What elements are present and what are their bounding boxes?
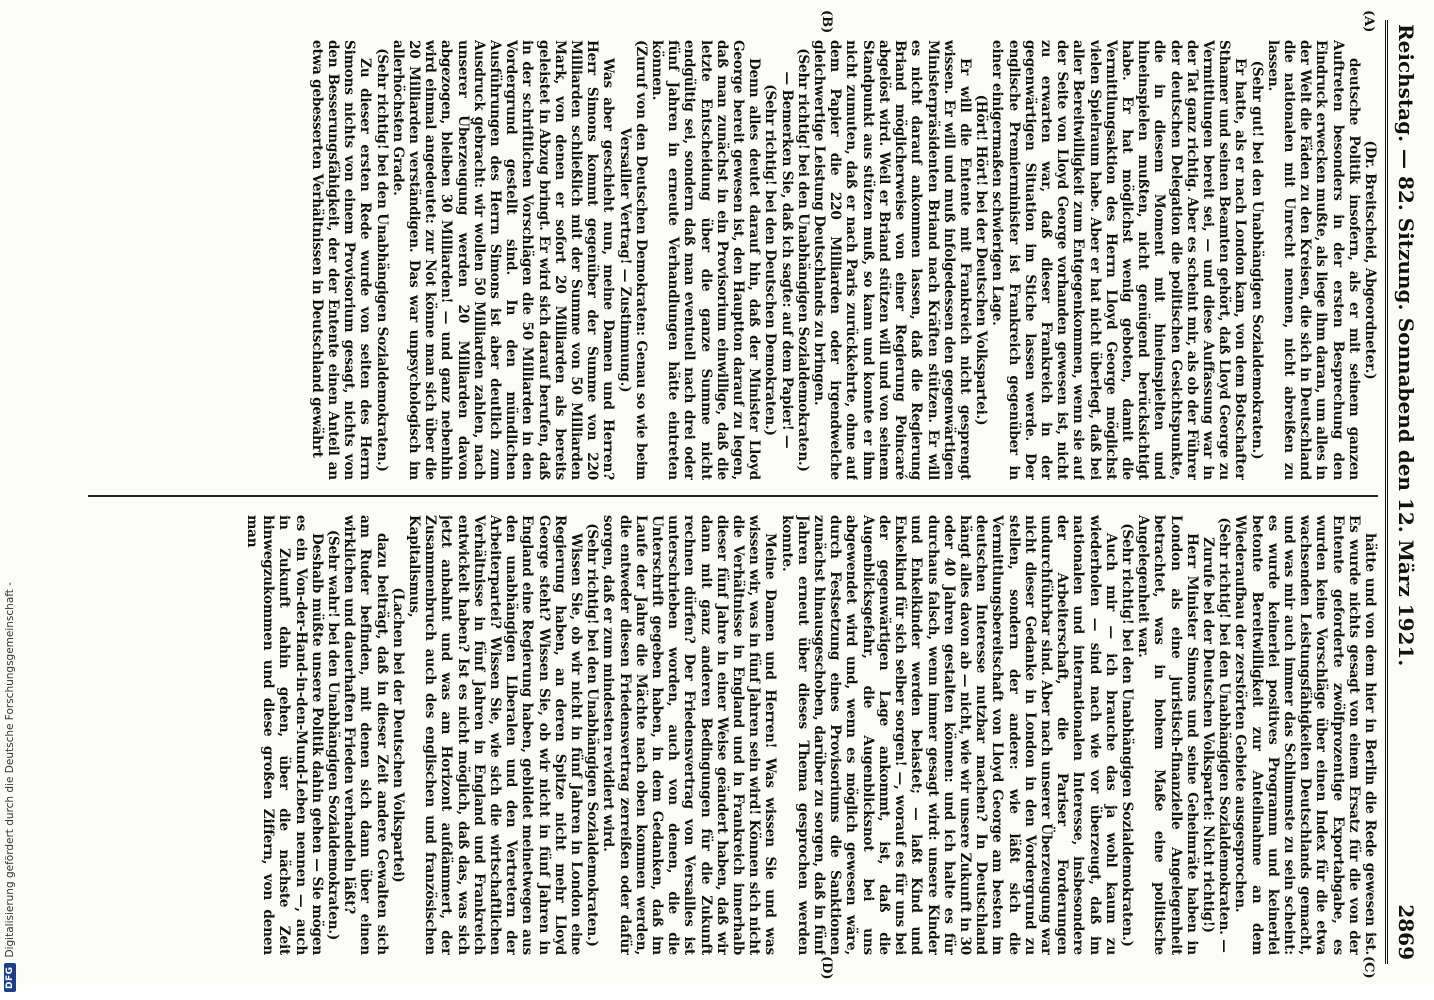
paragraph: (Sehr richtig! bei den Unabhängigen Sozialdemokraten.) (1118, 523, 1135, 947)
margin-letter-a: (A) (1361, 10, 1376, 33)
paragraph: Herr Minister Simons und seine Geheimräte haben in London als eine juristisch-finanzielle Angelegenheit betrachtet, was in hohem Maße eine politische Angelegenheit war. (1135, 515, 1200, 955)
paragraph: (Sehr richtig! bei den Unabhängigen Sozialdemokraten.) (584, 523, 601, 947)
paragraph: (Sehr gut! bei den Unabhängigen Sozialdemokraten.) (1248, 60, 1265, 460)
paragraph: hätte und von dem hier in Berlin die Rede gewesen ist. Es wurde nichts gesagt von einem Ersatz für die von der Entente geforderte zwölfprozentige Exportabgabe, es wurden keine Vorschläge über einen Index für die etwa wachsenden Leistungsfähigkeiten Deutschlands gemacht, und was mir auch immer das Schlimmste zu sein scheint: es wurde keinerlei positives Programm und keinerlei betonte Bereitwilligkeit zur Anteilnahme an dem Wiederaufbau der zerstörten Gebiete ausgesprochen. (1232, 515, 1378, 955)
paragraph: (Sehr wahr! bei den Unabhängigen Sozialdemokraten.) (325, 529, 341, 941)
paragraph: deutsche Politik insofern, als er mit seinem ganzen Auftreten besonders in der ersten Besprechung den Eindruck erwecken mußte, als liege ihm daran, um alles in der Welt die Fäden zu den Kreisen, die sich in Deutschland die nationalen mit Unrecht nennen, nicht abreißen zu lassen. (1264, 40, 1362, 480)
paragraph: Deshalb müßte unsere Politik dahin gehen — Sie mögen es ein Von-der-Hand-in-den-Mund-Leben nennen —, auch in Zukunft dahin gehen, über die nächste Zeit hinwegzukommen und diese großen Ziffern, von denen man (243, 515, 325, 955)
text-column-right (88, 515, 1378, 955)
paragraph: Er hatte, als er nach London kam, von dem Botschafter Sthamer und seinen Beamten gehört, daß Lloyd George zu Vermittlungen bereit sei, — und diese Auffassung war in der Tat ganz richtig. Aber es scheint mir, als ob der Führer der deutschen Delegation die politischen Gesichtspunkte, die in diesem Moment mit hineinspielten und hineinspielen mußten, nicht genügend berücksichtigt habe. Er hat möglichst wenig geboten, damit die Vermittlungsaktion des Herrn Lloyd George möglichst vielen Spielraum habe. Aber er hat nicht überlegt, daß bei aller Bereitwilligkeit zum Entgegenkommen, wenn sie auf der Seite von Lloyd George vorhanden gewesen ist, nicht zu erwarten war, daß dieser Frankreich in der gegenwärtigen Situation im Stiche lassen werde. Der englische Premierminister ist Frankreich gegenüber in einer einigermaßen schwierigen Lage. (989, 40, 1249, 480)
header-left: Reichstag. — 82. Sitzung. (1394, 24, 1418, 311)
paragraph: Meine Damen und Herren! Was wissen Sie und was wissen wir, was in fünf Jahren sein wird! Können sich nicht die Verhältnisse in England und in Frankreich innerhalb dieser fünf Jahre in einer Weise geändert haben, daß wir dann mit ganz anderen Bedingungen für die Zukunft rechnen dürfen? Der Friedensvertrag von Versailles ist unterschrieben worden, auch von denen, die die Unterschrift gegeben haben, in dem Gedanken, daß im Laufe der Jahre die Mächte nach oben kommen werden, die entweder diesen Friedensvertrag zerreißen oder dafür sorgen, daß er zum mindesten revidiert wird. (600, 515, 779, 955)
paragraph: Wissen Sie, ob wir nicht in fünf Jahren in London eine Regierung haben, an deren Spitze nicht mehr Lloyd George steht? Wissen Sie, ob wir nicht in fünf Jahren in England eine Regierung haben, gebildet meinetwegen aus den unabhängigen Liberalen und den Vertretern der Arbeiterpartei? Wissen Sie, wie sich die wirtschaftlichen Verhältnisse in fünf Jahren in England und Frankreich entwickelt haben? Ist es nicht möglich, daß das, was sich jetzt anbahnt und was am Horizont aufdämmert, der Zusammenbruch auch des englischen und französischen Kapitalismus, (406, 515, 585, 955)
paragraph: (Sehr richtig! bei den Unabhängigen Sozialdemokraten.) — Bemerken Sie, daß ich sagte: auf dem Papier! — (778, 48, 811, 472)
paragraph: (Sehr richtig! bei den Deutschen Demokraten.) (762, 84, 779, 436)
paragraph: Auch mir — ich brauche das ja wohl kaum zu wiederholen — sind nach wie vor überzeugt, daß im nationalen und internationalen Interesse, insbesondere der Arbeiterschaft, die Pariser Forderungen undurchführbar sind. Aber nach unserer Überzeugung war nicht dieser Gedanke in London in den Vordergrund zu stellen, sondern der andere: wie läßt sich die Vermittlungsbereitschaft von Lloyd George am besten im deutschen Interesse nutzbar machen? In Deutschland hängt alles davon ab — nicht, wie wir unsere Zukunft in 30 oder 40 Jahren gestalten können: und ich halte es für durchaus falsch, wenn immer gesagt wird: unsere Kinder und Enkelkinder werden belastet; — laßt Kind und Enkelkind für sich selber sorgen! —, worauf es für uns bei der gegenwärtigen Lage ankommt, ist, daß die Augenblicksgefahr, die Augenblicksnot bei uns abgewendet wird und, wenn es möglich gewesen wäre, durch Festsetzung eines Provisoriums die Sanktionen zunächst hinausgeschoben, darüber zu sorgen, daß in fünf Jahren erneut über dieses Thema gesprochen werden konnte. (778, 515, 1119, 955)
digitization-footer (2, 2, 18, 992)
paragraph: dazu beiträgt, daß in dieser Zeit andere Gewalten sich am Ruder befinden, mit denen sich dann über einen wirklichen und dauerhaften Frieden verhandeln läßt? (341, 515, 390, 955)
header-date: Sonnabend den 12. März 1921. (1394, 317, 1418, 667)
paragraph: (Dr. Breitscheid, Abgeordneter.) (1362, 140, 1378, 380)
paragraph: Zu dieser ersten Rede wurde von seiten des Herrn Simons nichts von einem Provisorium gesagt, nichts von den Besserungsfähigkeit, der der Entente einen Anteil an etwa gebesserten Verhältnissen in Deutschland gewährt (308, 40, 374, 480)
paragraph: (Lachen bei der Deutschen Volkspartei) (389, 587, 406, 883)
column-divider (88, 495, 1378, 497)
paragraph: Was aber geschieht nun, meine Damen und Herren? Herr Simons kommt gegenüber der Summe von 220 Milliarden schließlich mit der Summe von 50 Milliarden Mark, von denen er sofort 20 Milliarden als bereits geleistet in Abzug bringt. Er wird sich darauf berufen, daß in der schriftlichen Vorschlägen die 50 Milliarden in den Vordergrund gestellt sind. In den mündlichen Ausführungen des Herrn Simons ist aber deutlich zum Ausdruck gebracht: wir wollen 50 Milliarden zahlen, nach unserer Überzeugung werden 20 Milliarden davon abgezogen, bleiben 30 Milliarden! — und ganz nebenhin wird einmal angedeutet: zur Not könne man sich über die 20 Milliarden verständigen. Das war unpsychologisch im allerhöchsten Grade. (389, 40, 617, 480)
paragraph: (Hört! Hört! bei der Deutschen Volkspartei.) (973, 94, 990, 426)
paragraph: (Sehr richtig! bei den Unabhängigen Sozialdemokraten. — Zurufe bei der Deutschen Volkspartei: Nicht richtig!) (1199, 517, 1233, 953)
margin-letter-b: (B) (819, 10, 834, 34)
page-header (1385, 20, 1422, 964)
text-column-left (88, 40, 1378, 480)
margin-letter-d: (D) (819, 956, 834, 980)
footer-text: Digitalisierung gefördert durch die Deutsche Forschungsgemeinschaft - (4, 581, 16, 958)
margin-letter-c: (C) (1361, 956, 1376, 979)
paragraph: (Sehr richtig! bei den Unabhängigen Sozialdemokraten.) (373, 48, 390, 472)
paragraph: Denn alles deutet darauf hin, daß der Minister Lloyd George bereit gewesen ist, den Hauptton darauf zu legen, daß man zunächst in ein Provisorium einwillige, daß die letzte Entscheidung über die ganze Summe nicht endgültig sei, sondern daß man eventuell nach drei oder fünf Jahren in erneute Verhandlungen hätte eintreten können. (649, 40, 763, 480)
paragraph: Er will die Entente mit Frankreich nicht gesprengt wissen. Er will und muß infolgedessen den gegenwärtigen Ministerpräsidenten Briand nach Kräften stützen. Er will es nicht darauf ankommen lassen, daß die Regierung Briand möglicherweise von einer Regierung Poincaré abgelöst wird. Weil er Briand stützen will und von seinem Standpunkt aus stützen muß, so kann und konnte er ihm nicht zumuten, daß er nach Paris zurückkehrte, ohne auf dem Papier die 220 Milliarden oder irgendwelche gleichwertige Leistung Deutschlands zu bringen. (811, 40, 973, 480)
page-number: 2869 (1394, 904, 1418, 960)
paragraph: (Zuruf von den Deutschen Demokraten: Genau so wie beim Versailler Vertrag! — Zustimmung.) (616, 40, 649, 480)
dfg-logo: DFG (4, 963, 16, 992)
